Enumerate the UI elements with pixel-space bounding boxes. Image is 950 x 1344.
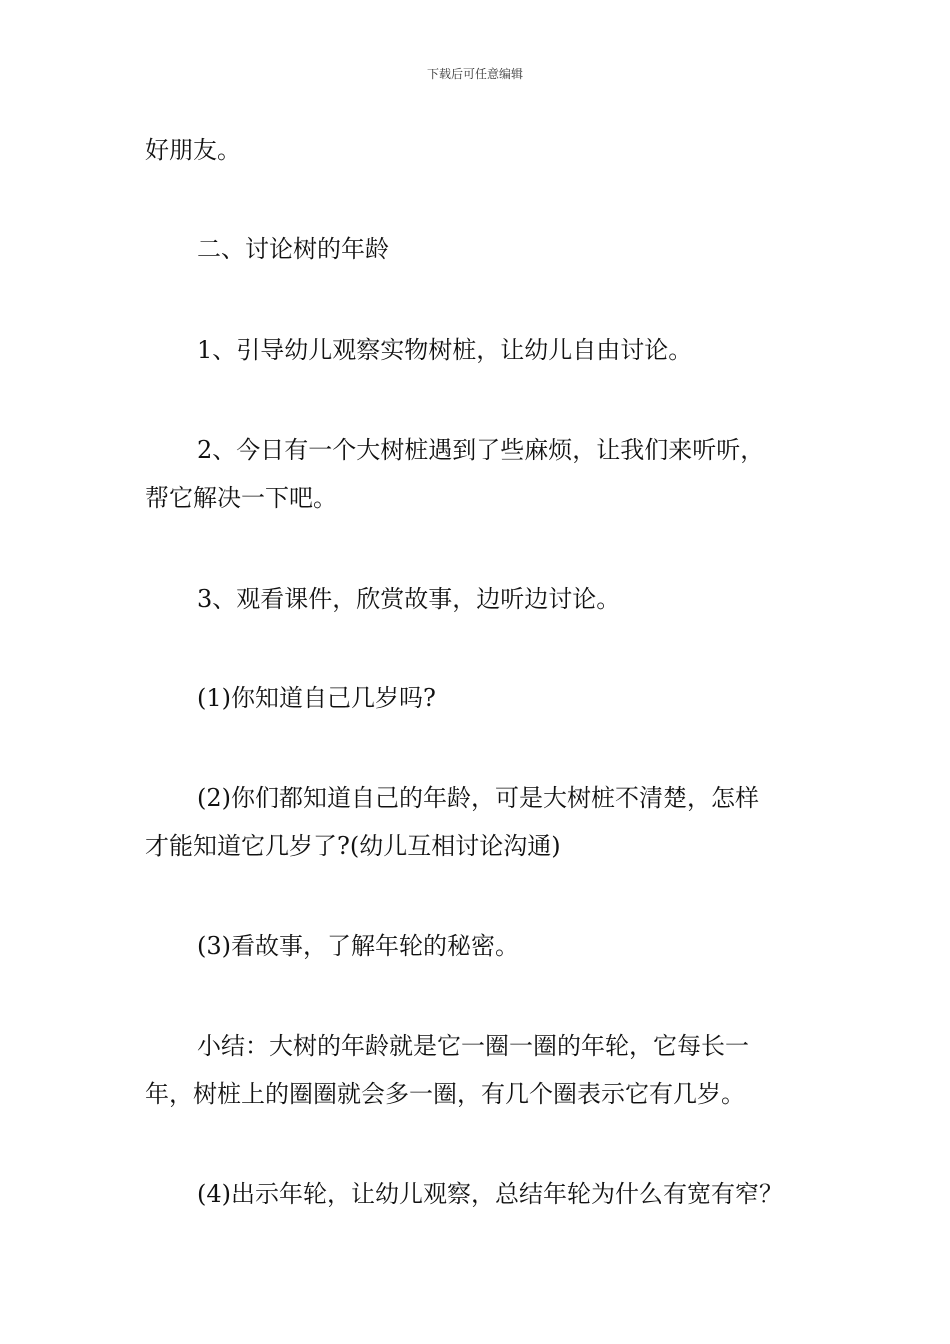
paragraph-continuation — [145, 126, 825, 174]
text-line: (1)你知道自己几岁吗? — [197, 684, 436, 712]
text-line: 1、引导幼儿观察实物树桩，让幼儿自由讨论。 — [197, 336, 693, 364]
paragraph-step-1 — [145, 326, 825, 374]
text-line: 才能知道它几岁了?(幼儿互相讨论沟通) — [145, 832, 561, 860]
section-heading — [145, 225, 825, 273]
text-line: 2、今日有一个大树桩遇到了些麻烦，让我们来听听， — [197, 436, 765, 464]
text-line: 帮它解决一下吧。 — [145, 484, 337, 512]
text-line: 好朋友。 — [145, 136, 241, 164]
paragraph-question-4 — [145, 1170, 825, 1218]
paragraph-question-3 — [145, 922, 825, 970]
text-line: (4)出示年轮，让幼儿观察，总结年轮为什么有宽有窄？ — [197, 1180, 783, 1208]
paragraph-step-3 — [145, 575, 825, 623]
text-line: 二、讨论树的年龄 — [197, 235, 389, 263]
text-line: 年，树桩上的圈圈就会多一圈，有几个圈表示它有几岁。 — [145, 1080, 745, 1108]
paragraph-question-2 — [145, 774, 825, 870]
paragraph-summary — [145, 1022, 825, 1118]
text-line: 3、观看课件，欣赏故事，边听边讨论。 — [197, 585, 621, 613]
paragraph-step-2 — [145, 426, 825, 522]
page-header: 下载后可任意编辑 — [426, 67, 523, 81]
text-line: 小结：大树的年龄就是它一圈一圈的年轮，它每长一 — [197, 1032, 749, 1060]
text-line: (2)你们都知道自己的年龄，可是大树桩不清楚，怎样 — [197, 784, 759, 812]
text-line: (3)看故事，了解年轮的秘密。 — [197, 932, 519, 960]
paragraph-question-1 — [145, 674, 825, 722]
